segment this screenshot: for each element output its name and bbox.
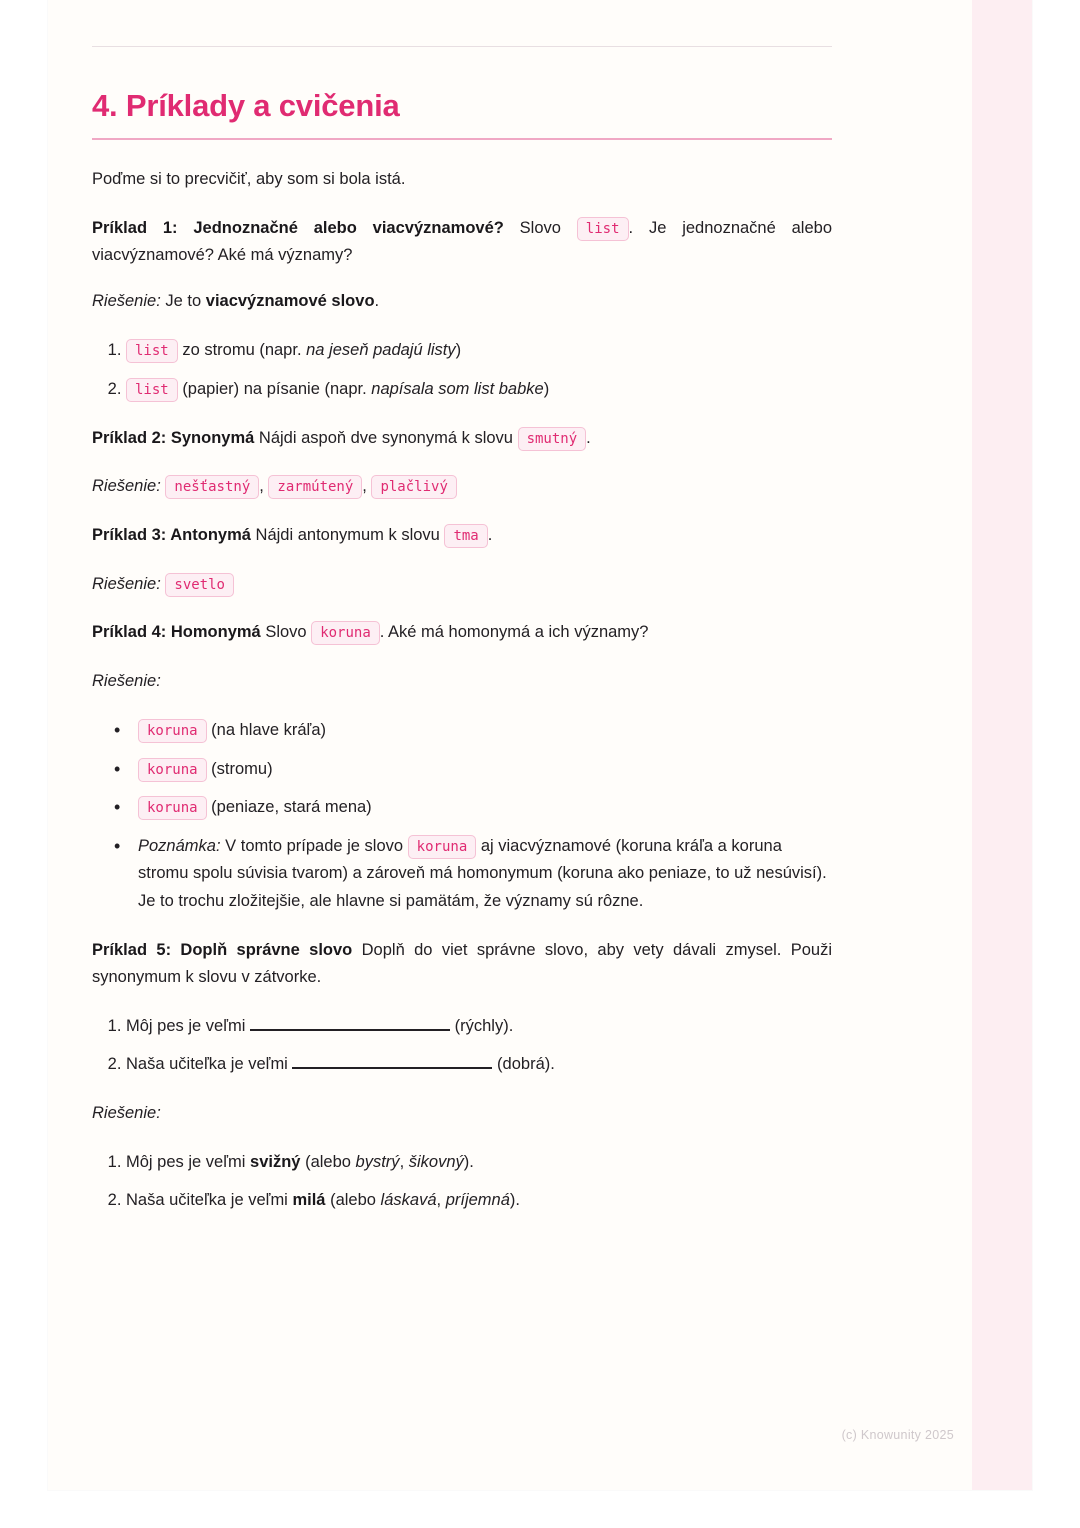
solution-sep: , (436, 1191, 442, 1210)
document-content (92, 46, 832, 1236)
solution-bold: milá (292, 1191, 326, 1210)
example-1-prompt (92, 215, 832, 268)
example-3-solution-label: Riešenie: (92, 574, 161, 593)
example-4-code: koruna (311, 621, 380, 645)
solution-text-before: Môj pes je veľmi (126, 1152, 246, 1171)
list-item-code: list (126, 378, 178, 402)
task-text-before: Naša učiteľka je veľmi (126, 1055, 288, 1074)
example-4-label: Príklad 4: Homonymá (92, 623, 261, 642)
list-item (110, 794, 832, 821)
note-code: koruna (408, 835, 477, 859)
example-1-solution-text-before: Je to (165, 292, 202, 311)
solution-italic-1: bystrý (355, 1152, 400, 1171)
example-2-code: smutný (518, 427, 587, 451)
example-5-solution-label-row (92, 1100, 832, 1127)
title-divider (92, 138, 832, 140)
solution-text-after: ). (463, 1152, 474, 1171)
list-item-italic: napísala som list babke (371, 379, 544, 398)
solution-bold: svižný (250, 1152, 301, 1171)
example-2-label: Príklad 2: Synonymá (92, 428, 255, 447)
task-text-before: Môj pes je veľmi (126, 1016, 246, 1035)
example-2-answer: plačlivý (371, 475, 456, 499)
solution-italic-2: príjemná (445, 1191, 510, 1210)
example-2-answer: nešťastný (165, 475, 259, 499)
example-5-solution-list (92, 1149, 832, 1214)
example-1-solution (92, 288, 832, 315)
list-item (110, 717, 832, 744)
example-4-bullet-list (92, 717, 832, 915)
task-text-after: (dobrá). (497, 1055, 555, 1074)
list-item (126, 337, 832, 364)
list-item (110, 756, 832, 783)
list-item (126, 1149, 832, 1176)
document-page (48, 0, 1032, 1490)
example-2-prompt-before: Nájdi aspoň dve synonymá k slovu (258, 428, 513, 447)
example-5-prompt (92, 937, 832, 990)
example-4-solution-label-row (92, 668, 832, 695)
page-side-strip (972, 0, 1032, 1490)
example-5-task-list (92, 1013, 832, 1078)
example-3-prompt (92, 522, 832, 549)
note-text-before: V tomto prípade je slovo (225, 836, 404, 855)
example-3-prompt-after: . (487, 525, 493, 544)
example-1-prompt-after: . Je jednoznačné alebo viacvýznamové? Aké má významy? (92, 218, 832, 264)
fill-in-blank[interactable] (250, 1013, 450, 1031)
example-4-prompt (92, 619, 832, 646)
page-title: 4. Príklady a cvičenia (92, 88, 400, 123)
list-item (126, 1051, 832, 1078)
list-item-tail: ) (543, 379, 550, 398)
example-2-prompt-after: . (586, 428, 591, 447)
list-item-code: koruna (138, 758, 207, 782)
note-label: Poznámka: (138, 836, 221, 855)
list-item-text: (peniaze, stará mena) (211, 798, 372, 817)
list-item (126, 1187, 832, 1214)
task-text-after: (rýchly). (454, 1016, 514, 1035)
solution-italic-2: šikovný (408, 1152, 464, 1171)
list-item-text: (stromu) (211, 759, 273, 778)
solution-mid: (alebo (330, 1191, 376, 1210)
solution-text-after: ). (509, 1191, 520, 1210)
example-2-solution: Riešenie: nešťastný , zarmútený , plačlivý (92, 473, 832, 500)
example-2-answer: zarmútený (268, 475, 362, 499)
example-3-prompt-before: Nájdi antonymum k slovu (255, 525, 440, 544)
example-4-prompt-before: Slovo (265, 623, 307, 642)
example-1-label: Príklad 1: Jednoznačné alebo viacvýznamové? (92, 218, 504, 237)
top-divider (92, 46, 832, 47)
list-item (126, 376, 832, 403)
list-item-italic: na jeseň padajú listy (306, 341, 456, 360)
list-item-code: koruna (138, 719, 207, 743)
list-item-text: (na hlave kráľa) (211, 720, 327, 739)
example-2-prompt (92, 425, 832, 452)
example-3-answer: svetlo (165, 573, 234, 597)
example-1-code: list (577, 217, 629, 241)
list-item-text: zo stromu (napr. (182, 341, 302, 360)
list-item-text: (papier) na písanie (napr. (182, 379, 367, 398)
example-3-solution (92, 571, 832, 598)
example-4-prompt-after: . Aké má homonymá a ich významy? (379, 623, 649, 642)
example-3-code: tma (444, 524, 487, 548)
solution-mid: (alebo (305, 1152, 351, 1171)
example-1-solution-text-after: . (374, 292, 380, 311)
example-5-prompt-after: Doplň do viet správne slovo, aby vety dávali zmysel. Použi synonymum k slovu v zátvorke. (92, 941, 833, 986)
example-2-solution-label: Riešenie: (92, 477, 161, 496)
example-5-solution-label: Riešenie: (92, 1103, 161, 1122)
list-item (126, 1013, 832, 1040)
solution-text-before: Naša učiteľka je veľmi (126, 1191, 288, 1210)
intro-paragraph: Poďme si to precvičiť, aby som si bola istá. (92, 170, 406, 189)
example-4-solution-label: Riešenie: (92, 672, 161, 691)
note-text-after: aj viacvýznamové (koruna kráľa a koruna stromu spolu súvisia tvarom) a zároveň má homonymum (koruna ako peniaze, to už nesúvisí). Je to trochu zložitejšie, ale hlavne si pamätám, že významy sú rôzne. (138, 836, 827, 910)
watermark: (c) Knowunity 2025 (841, 1428, 954, 1442)
example-1-solution-label: Riešenie: (92, 292, 161, 311)
list-item-note (110, 833, 832, 915)
example-5-label: Príklad 5: Doplň správne slovo (92, 941, 353, 960)
example-1-prompt-before: Slovo (519, 218, 561, 237)
example-1-list (92, 337, 832, 402)
list-item-tail: ) (455, 341, 462, 360)
example-1-solution-bold: viacvýznamové slovo (205, 292, 375, 311)
list-item-code: list (126, 339, 178, 363)
example-3-label: Príklad 3: Antonymá (92, 525, 251, 544)
solution-sep: , (399, 1152, 405, 1171)
list-item-code: koruna (138, 796, 207, 820)
solution-italic-1: láskavá (380, 1191, 437, 1210)
fill-in-blank[interactable] (292, 1052, 492, 1070)
